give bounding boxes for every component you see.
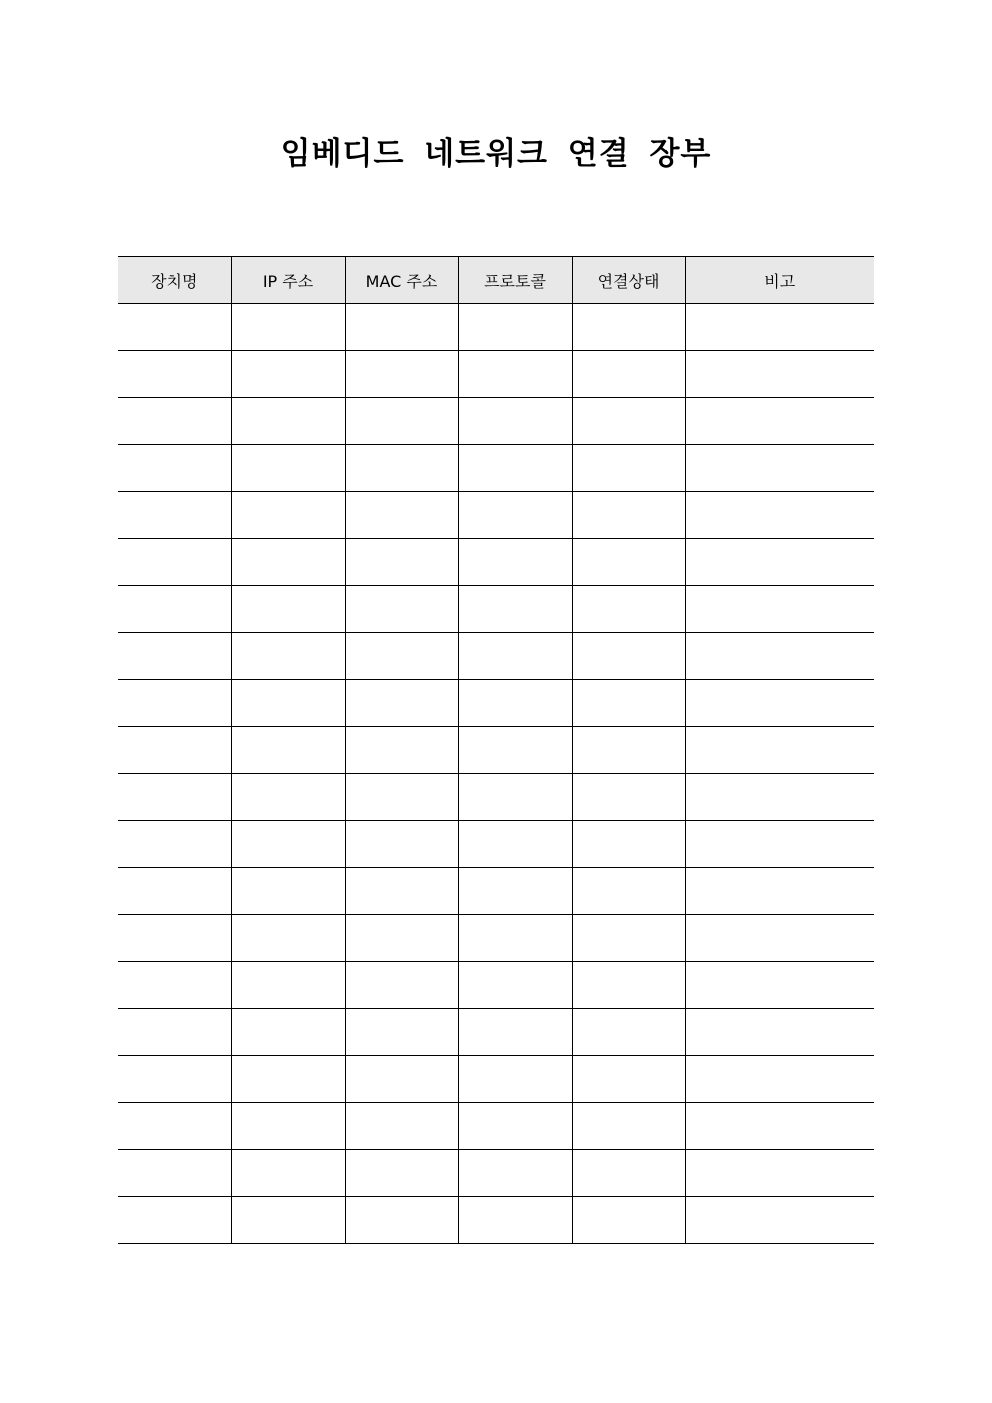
column-header-device-name: 장치명 — [118, 257, 231, 304]
remarks-cell[interactable] — [685, 445, 874, 492]
remarks-cell[interactable] — [685, 680, 874, 727]
mac-address-cell[interactable] — [345, 727, 458, 774]
mac-address-cell[interactable] — [345, 1056, 458, 1103]
ip-address-cell[interactable] — [231, 351, 345, 398]
column-header-remarks: 비고 — [685, 257, 874, 304]
ip-address-cell[interactable] — [231, 539, 345, 586]
protocol-cell[interactable] — [458, 680, 572, 727]
ip-address-cell[interactable] — [231, 586, 345, 633]
protocol-cell[interactable] — [458, 727, 572, 774]
ip-address-cell[interactable] — [231, 398, 345, 445]
connection-status-cell[interactable] — [572, 774, 685, 821]
device-name-cell[interactable] — [118, 1103, 231, 1150]
protocol-cell[interactable] — [458, 821, 572, 868]
mac-address-cell[interactable] — [345, 398, 458, 445]
connection-status-cell[interactable] — [572, 398, 685, 445]
table-row — [118, 539, 874, 586]
mac-address-cell[interactable] — [345, 586, 458, 633]
connection-status-cell[interactable] — [572, 868, 685, 915]
table-row — [118, 1103, 874, 1150]
column-header-protocol: 프로토콜 — [458, 257, 572, 304]
protocol-cell[interactable] — [458, 962, 572, 1009]
connection-status-cell[interactable] — [572, 539, 685, 586]
mac-address-cell[interactable] — [345, 1009, 458, 1056]
device-name-cell[interactable] — [118, 398, 231, 445]
remarks-cell[interactable] — [685, 1150, 874, 1197]
table-row — [118, 680, 874, 727]
connection-status-cell[interactable] — [572, 351, 685, 398]
connection-status-cell[interactable] — [572, 492, 685, 539]
table-row — [118, 492, 874, 539]
mac-address-cell[interactable] — [345, 1150, 458, 1197]
device-name-cell[interactable] — [118, 821, 231, 868]
connection-status-cell[interactable] — [572, 586, 685, 633]
ip-address-cell[interactable] — [231, 868, 345, 915]
table-header-row — [118, 257, 874, 304]
protocol-cell[interactable] — [458, 1103, 572, 1150]
protocol-cell[interactable] — [458, 1150, 572, 1197]
protocol-cell[interactable] — [458, 1009, 572, 1056]
ip-address-cell[interactable] — [231, 774, 345, 821]
device-name-cell[interactable] — [118, 304, 231, 351]
mac-address-cell[interactable] — [345, 304, 458, 351]
device-name-cell[interactable] — [118, 1056, 231, 1103]
protocol-cell[interactable] — [458, 586, 572, 633]
ip-address-cell[interactable] — [231, 915, 345, 962]
ip-address-cell[interactable] — [231, 821, 345, 868]
column-header-connection-status: 연결상태 — [572, 257, 685, 304]
mac-address-cell[interactable] — [345, 680, 458, 727]
remarks-cell[interactable] — [685, 633, 874, 680]
remarks-cell[interactable] — [685, 727, 874, 774]
connection-status-cell[interactable] — [572, 1009, 685, 1056]
connection-status-cell[interactable] — [572, 962, 685, 1009]
mac-address-cell[interactable] — [345, 492, 458, 539]
table-row — [118, 304, 874, 351]
connection-status-cell[interactable] — [572, 1197, 685, 1244]
device-name-cell[interactable] — [118, 680, 231, 727]
protocol-cell[interactable] — [458, 492, 572, 539]
connection-status-cell[interactable] — [572, 1103, 685, 1150]
table-row — [118, 398, 874, 445]
mac-address-cell[interactable] — [345, 539, 458, 586]
protocol-cell[interactable] — [458, 774, 572, 821]
ip-address-cell[interactable] — [231, 1009, 345, 1056]
device-name-cell[interactable] — [118, 915, 231, 962]
protocol-cell[interactable] — [458, 1056, 572, 1103]
device-name-cell[interactable] — [118, 445, 231, 492]
device-name-cell[interactable] — [118, 633, 231, 680]
device-name-cell[interactable] — [118, 1009, 231, 1056]
ip-address-cell[interactable] — [231, 445, 345, 492]
remarks-cell[interactable] — [685, 1009, 874, 1056]
ip-address-cell[interactable] — [231, 1197, 345, 1244]
mac-address-cell[interactable] — [345, 633, 458, 680]
device-name-cell[interactable] — [118, 351, 231, 398]
device-name-cell[interactable] — [118, 586, 231, 633]
mac-address-cell[interactable] — [345, 915, 458, 962]
mac-address-cell[interactable] — [345, 1197, 458, 1244]
mac-address-cell[interactable] — [345, 774, 458, 821]
remarks-cell[interactable] — [685, 539, 874, 586]
protocol-cell[interactable] — [458, 398, 572, 445]
device-name-cell[interactable] — [118, 962, 231, 1009]
table-row — [118, 1197, 874, 1244]
protocol-cell[interactable] — [458, 915, 572, 962]
connection-status-cell[interactable] — [572, 821, 685, 868]
column-header-mac-address: MAC 주소 — [345, 257, 458, 304]
remarks-cell[interactable] — [685, 398, 874, 445]
mac-address-cell[interactable] — [345, 445, 458, 492]
connection-status-cell[interactable] — [572, 1150, 685, 1197]
remarks-cell[interactable] — [685, 351, 874, 398]
protocol-cell[interactable] — [458, 539, 572, 586]
mac-address-cell[interactable] — [345, 1103, 458, 1150]
ip-address-cell[interactable] — [231, 727, 345, 774]
device-name-cell[interactable] — [118, 492, 231, 539]
protocol-cell[interactable] — [458, 351, 572, 398]
remarks-cell[interactable] — [685, 1056, 874, 1103]
device-name-cell[interactable] — [118, 1150, 231, 1197]
connection-status-cell[interactable] — [572, 304, 685, 351]
table-row — [118, 445, 874, 492]
remarks-cell[interactable] — [685, 774, 874, 821]
table-row — [118, 774, 874, 821]
table-row — [118, 351, 874, 398]
device-name-cell[interactable] — [118, 868, 231, 915]
remarks-cell[interactable] — [685, 304, 874, 351]
table-row — [118, 1150, 874, 1197]
remarks-cell[interactable] — [685, 492, 874, 539]
protocol-cell[interactable] — [458, 633, 572, 680]
table-row — [118, 727, 874, 774]
device-name-cell[interactable] — [118, 774, 231, 821]
table-row — [118, 586, 874, 633]
table-row — [118, 962, 874, 1009]
ip-address-cell[interactable] — [231, 680, 345, 727]
mac-address-cell[interactable] — [345, 962, 458, 1009]
table-row — [118, 1056, 874, 1103]
ip-address-cell[interactable] — [231, 1103, 345, 1150]
table-row — [118, 821, 874, 868]
remarks-cell[interactable] — [685, 915, 874, 962]
table-body — [118, 304, 874, 1244]
device-name-cell[interactable] — [118, 727, 231, 774]
connection-status-cell[interactable] — [572, 680, 685, 727]
connection-status-cell[interactable] — [572, 445, 685, 492]
protocol-cell[interactable] — [458, 1197, 572, 1244]
remarks-cell[interactable] — [685, 1103, 874, 1150]
table-row — [118, 868, 874, 915]
table-row — [118, 1009, 874, 1056]
mac-address-cell[interactable] — [345, 351, 458, 398]
mac-address-cell[interactable] — [345, 868, 458, 915]
ip-address-cell[interactable] — [231, 1150, 345, 1197]
table-row — [118, 915, 874, 962]
remarks-cell[interactable] — [685, 1197, 874, 1244]
remarks-cell[interactable] — [685, 586, 874, 633]
protocol-cell[interactable] — [458, 304, 572, 351]
ip-address-cell[interactable] — [231, 304, 345, 351]
document-title: 임베디드 네트워크 연결 장부 — [280, 136, 712, 172]
ip-address-cell[interactable] — [231, 962, 345, 1009]
protocol-cell[interactable] — [458, 868, 572, 915]
device-name-cell[interactable] — [118, 1197, 231, 1244]
connection-status-cell[interactable] — [572, 915, 685, 962]
column-header-ip-address: IP 주소 — [231, 257, 345, 304]
remarks-cell[interactable] — [685, 821, 874, 868]
connection-status-cell[interactable] — [572, 1056, 685, 1103]
network-ledger-table — [118, 256, 874, 1244]
protocol-cell[interactable] — [458, 445, 572, 492]
remarks-cell[interactable] — [685, 962, 874, 1009]
remarks-cell[interactable] — [685, 868, 874, 915]
mac-address-cell[interactable] — [345, 821, 458, 868]
device-name-cell[interactable] — [118, 539, 231, 586]
ip-address-cell[interactable] — [231, 492, 345, 539]
table-row — [118, 633, 874, 680]
ip-address-cell[interactable] — [231, 1056, 345, 1103]
connection-status-cell[interactable] — [572, 727, 685, 774]
ip-address-cell[interactable] — [231, 633, 345, 680]
connection-status-cell[interactable] — [572, 633, 685, 680]
